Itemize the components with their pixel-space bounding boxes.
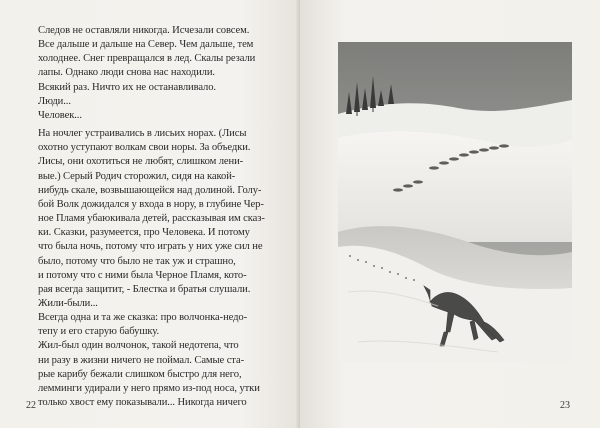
paragraph [28, 95, 278, 109]
paragraph [28, 311, 278, 339]
text-line: вые.) Серый Родич сторожил, сидя на какой- [38, 170, 236, 182]
mid-hill [338, 131, 572, 242]
wolf-illustration [338, 42, 572, 362]
text-line: тепу и его старую бабушку. [38, 326, 159, 338]
text-line: Следов не оставляли никогда. Исчезали совсем. [38, 25, 250, 36]
text-line: Всякий раз. Ничто их не останавливало. [38, 81, 216, 93]
text-line: ки. Сказки, разумеется, про Человека. И потому [38, 227, 250, 239]
text-line: ное Пламя убаюкивала детей, рассказывая им сказ- [38, 213, 265, 225]
text-line: рые карибу бежали слишком быстро для него, [38, 368, 242, 380]
paragraph [28, 81, 278, 95]
text-line: Человек... [38, 109, 82, 121]
text-line: Жил-был один волчонок, такой недотепа, что [38, 340, 239, 352]
text-line: ни разу в жизни ничего не поймал. Самые ста- [38, 354, 244, 366]
page-number-left: 22 [26, 400, 36, 411]
paragraph [28, 127, 278, 297]
story-text [28, 24, 278, 410]
text-line: холоднее. Снег превращался в лед. Скалы резали [38, 53, 256, 65]
paragraph [28, 24, 278, 81]
paragraph [28, 339, 278, 410]
text-line: лапы. Однако люди снова нас находили. [38, 67, 215, 79]
text-line: Всегда одна и та же сказка: про волчонка-недо- [38, 312, 248, 324]
text-line: что была ночь, потому что играть у них уже сил не [38, 241, 263, 253]
text-line: Жили-были... [38, 297, 98, 309]
text-line: было, потому что было не так уж и страшно, [38, 255, 236, 267]
text-line: и потому что с ними была Черное Пламя, кото- [38, 269, 247, 281]
text-line: лемминги удирали у него прямо из-под носа, утки [38, 382, 260, 394]
text-line: охотно уступают волкам свои норы. За объедки. [38, 142, 251, 154]
paragraph [28, 297, 278, 311]
text-line: На ночлег устраивались в лисьих норах. (Лисы [38, 128, 247, 140]
text-line: только хвост ему показывали... Никогда ничего [38, 397, 247, 409]
text-line: Лисы, они охотиться не любят, слишком лени- [38, 156, 244, 168]
text-line: Все дальше и дальше на Север. Чем дальше, тем [38, 39, 254, 51]
text-line: нибудь скале, возвышающейся над долиной. Голу- [38, 184, 262, 196]
paragraph [28, 109, 278, 123]
text-line: Люди... [38, 95, 71, 107]
text-line: бой Волк дожидался у входа в нору, в глубине Чер- [38, 198, 264, 210]
page-number-right: 23 [560, 400, 570, 411]
text-line: рая всегда защитит, - Блестка и братья слушали. [38, 283, 251, 295]
